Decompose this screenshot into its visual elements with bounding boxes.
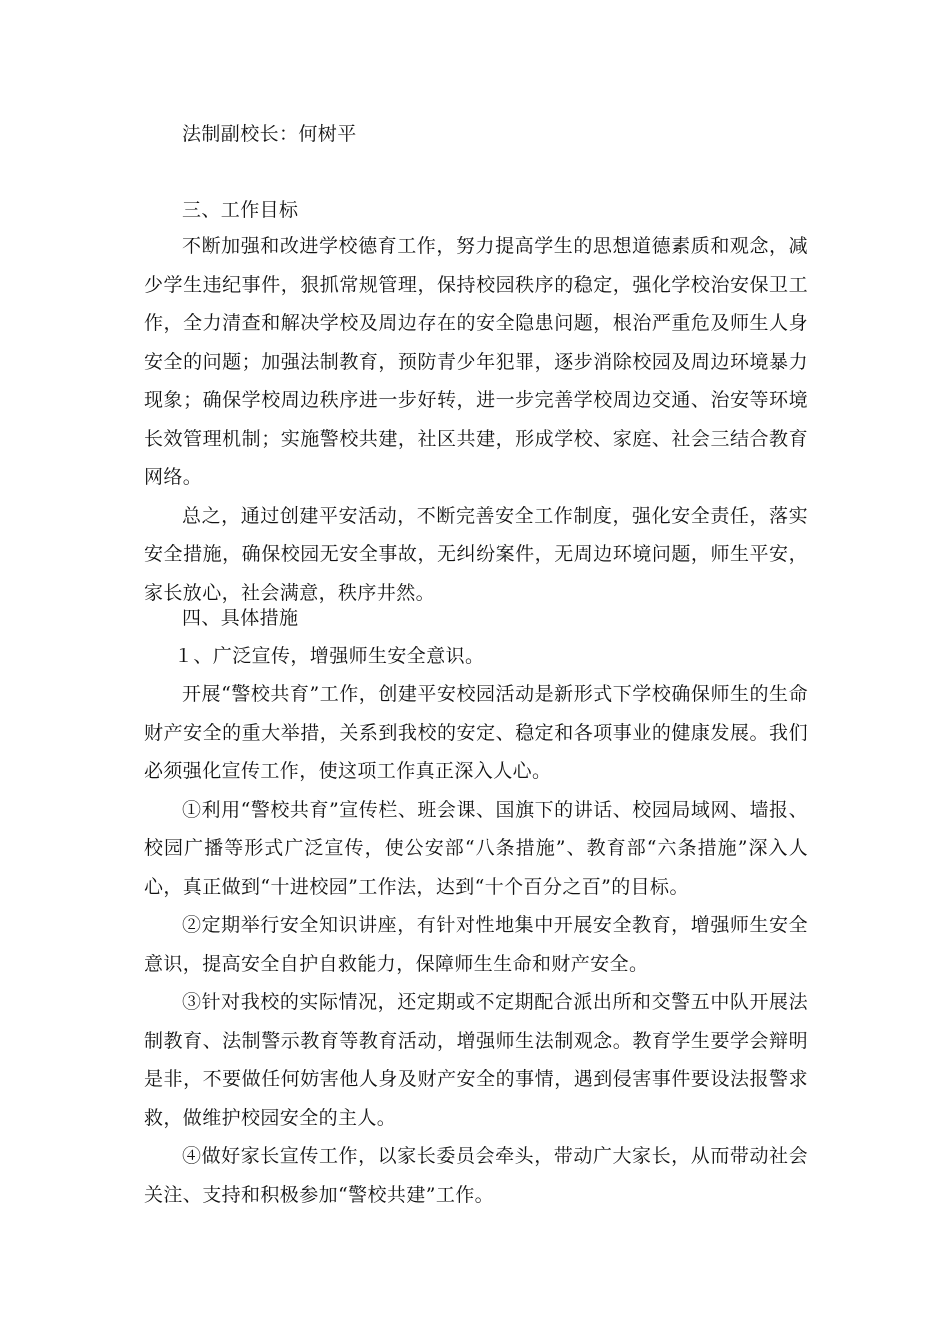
paragraph: 不断加强和改进学校德育工作，努力提高学生的思想道德素质和观念，减少学生违纪事件，狠抓常规管理，保持校园秩序的稳定，强化学校治安保卫工作，全力清查和解决学校及周边存在的安全隐患问题，根治严重危及师生人身安全的问题；加强法制教育，预防青少年犯罪，逐步消除校园及周边环境暴力现象；确保学校周边秩序进一步好转，进一步完善学校周边交通、治安等环境长效管理机制；实施警校共建，社区共建，形成学校、家庭、社会三结合教育网络。 (144, 235, 808, 488)
paragraph: ④做好家长宣传工作，以家长委员会牵头，带动广大家长，从而带动社会关注、支持和积极参加“警校共建”工作。 (144, 1145, 808, 1206)
paragraph: 总之，通过创建平安活动，不断完善安全工作制度，强化安全责任，落实安全措施，确保校园无安全事故，无纠纷案件，无周边环境问题，师生平安，家长放心，社会满意，秩序井然。 (144, 504, 808, 604)
paragraph: ③针对我校的实际情况，还定期或不定期配合派出所和交警五中队开展法制教育、法制警示教育等教育活动，增强师生法制观念。教育学生要学会辩明是非，不要做任何妨害他人身及财产安全的事情，遇到侵害事件要设法报警求救，做维护校园安全的主人。 (144, 991, 808, 1129)
section-measures-body (144, 675, 808, 1214)
vice-principal-line: 法制副校长：何树平 (182, 123, 357, 145)
measure-item-title: １、广泛宣传，增强师生安全意识。 (174, 645, 485, 667)
section-goals-body (144, 227, 808, 612)
paragraph: 开展“警校共育”工作，创建平安校园活动是新形式下学校确保师生的生命财产安全的重大举措，关系到我校的安定、稳定和各项事业的健康发展。我们必须强化宣传工作，使这项工作真正深入人心。 (144, 683, 808, 782)
section-heading-measures: 四、具体措施 (182, 607, 299, 629)
paragraph: ①利用“警校共育”宣传栏、班会课、国旗下的讲话、校园局域网、墙报、校园广播等形式广泛宣传，使公安部“八条措施”、教育部“六条措施”深入人心，真正做到“十进校园”工作法，达到“十个百分之百”的目标。 (144, 798, 808, 898)
section-heading-goals: 三、工作目标 (182, 199, 299, 221)
paragraph: ②定期举行安全知识讲座，有针对性地集中开展安全教育，增强师生安全意识，提高安全自护自救能力，保障师生生命和财产安全。 (144, 914, 808, 975)
